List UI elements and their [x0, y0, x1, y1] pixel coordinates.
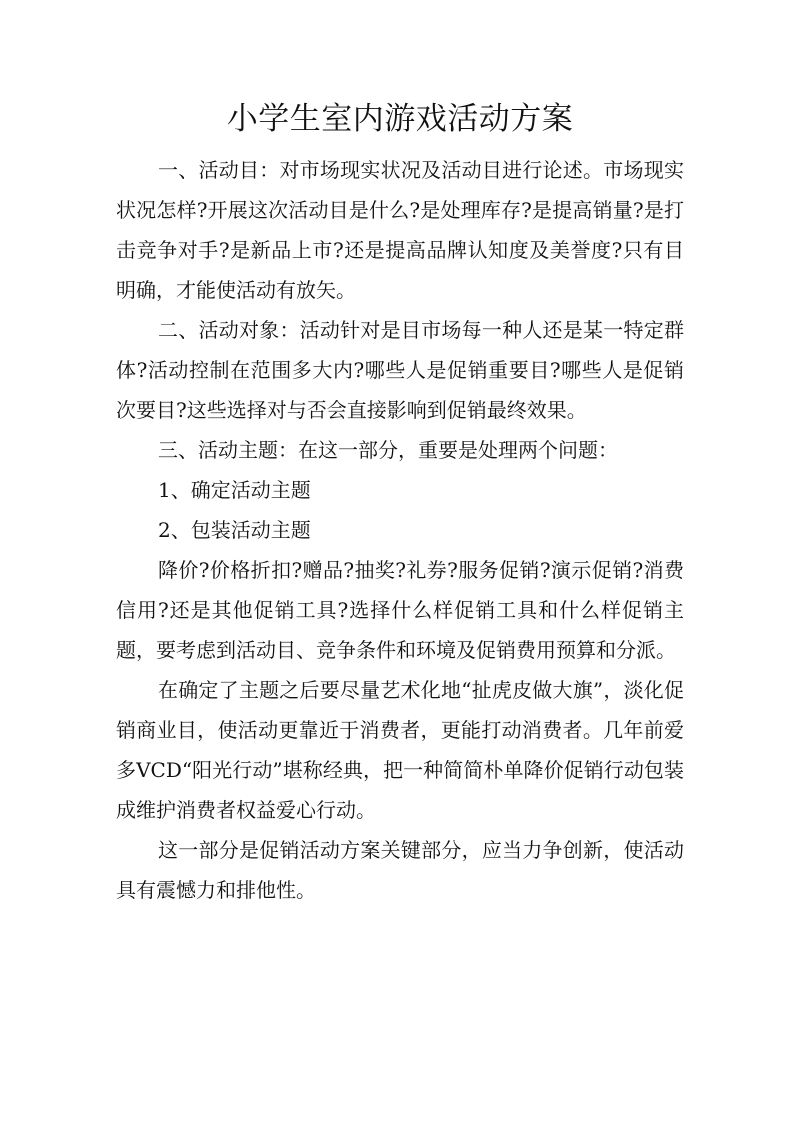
paragraph-key-section: 这一部分是促销活动方案关键部分，应当力争创新，使活动具有震憾力和排他性。 [116, 838, 684, 902]
paragraph-activity-purpose: 一、活动目：对市场现实状况及活动目进行论述。市场现实状况怎样?开展这次活动目是什么?是处理库存?是提高销量?是打击竞争对手?是新品上市?还是提高品牌认知度及美誉度?只有目明确，才能使活动有放矢。 [116, 158, 684, 302]
paragraph-activity-target: 二、活动对象：活动针对是目市场每一种人还是某一特定群体?活动控制在范围多大内?哪些人是促销重要目?哪些人是促销次要目?这些选择对与否会直接影响到促销最终效果。 [116, 318, 684, 422]
paragraph-artistic-theme: 在确定了主题之后要尽量艺术化地“扯虎皮做大旗”，淡化促销商业目，使活动更靠近于消费者，更能打动消费者。几年前爱多VCD“阳光行动”堪称经典，把一种简简朴单降价促销行动包装成维护消费者权益爱心行动。 [116, 678, 684, 822]
paragraph-package-theme: 2、包装活动主题 [158, 518, 311, 542]
paragraph-determine-theme: 1、确定活动主题 [158, 478, 311, 502]
document-title: 小学生室内游戏活动方案 [226, 101, 574, 137]
paragraph-activity-theme: 三、活动主题：在这一部分，重要是处理两个问题： [158, 438, 618, 462]
paragraph-promotion-tools: 降价?价格折扣?赠品?抽奖?礼券?服务促销?演示促销?消费信用?还是其他促销工具?选择什么样促销工具和什么样促销主题，要考虑到活动目、竞争条件和环境及促销费用预算和分派。 [116, 558, 684, 662]
